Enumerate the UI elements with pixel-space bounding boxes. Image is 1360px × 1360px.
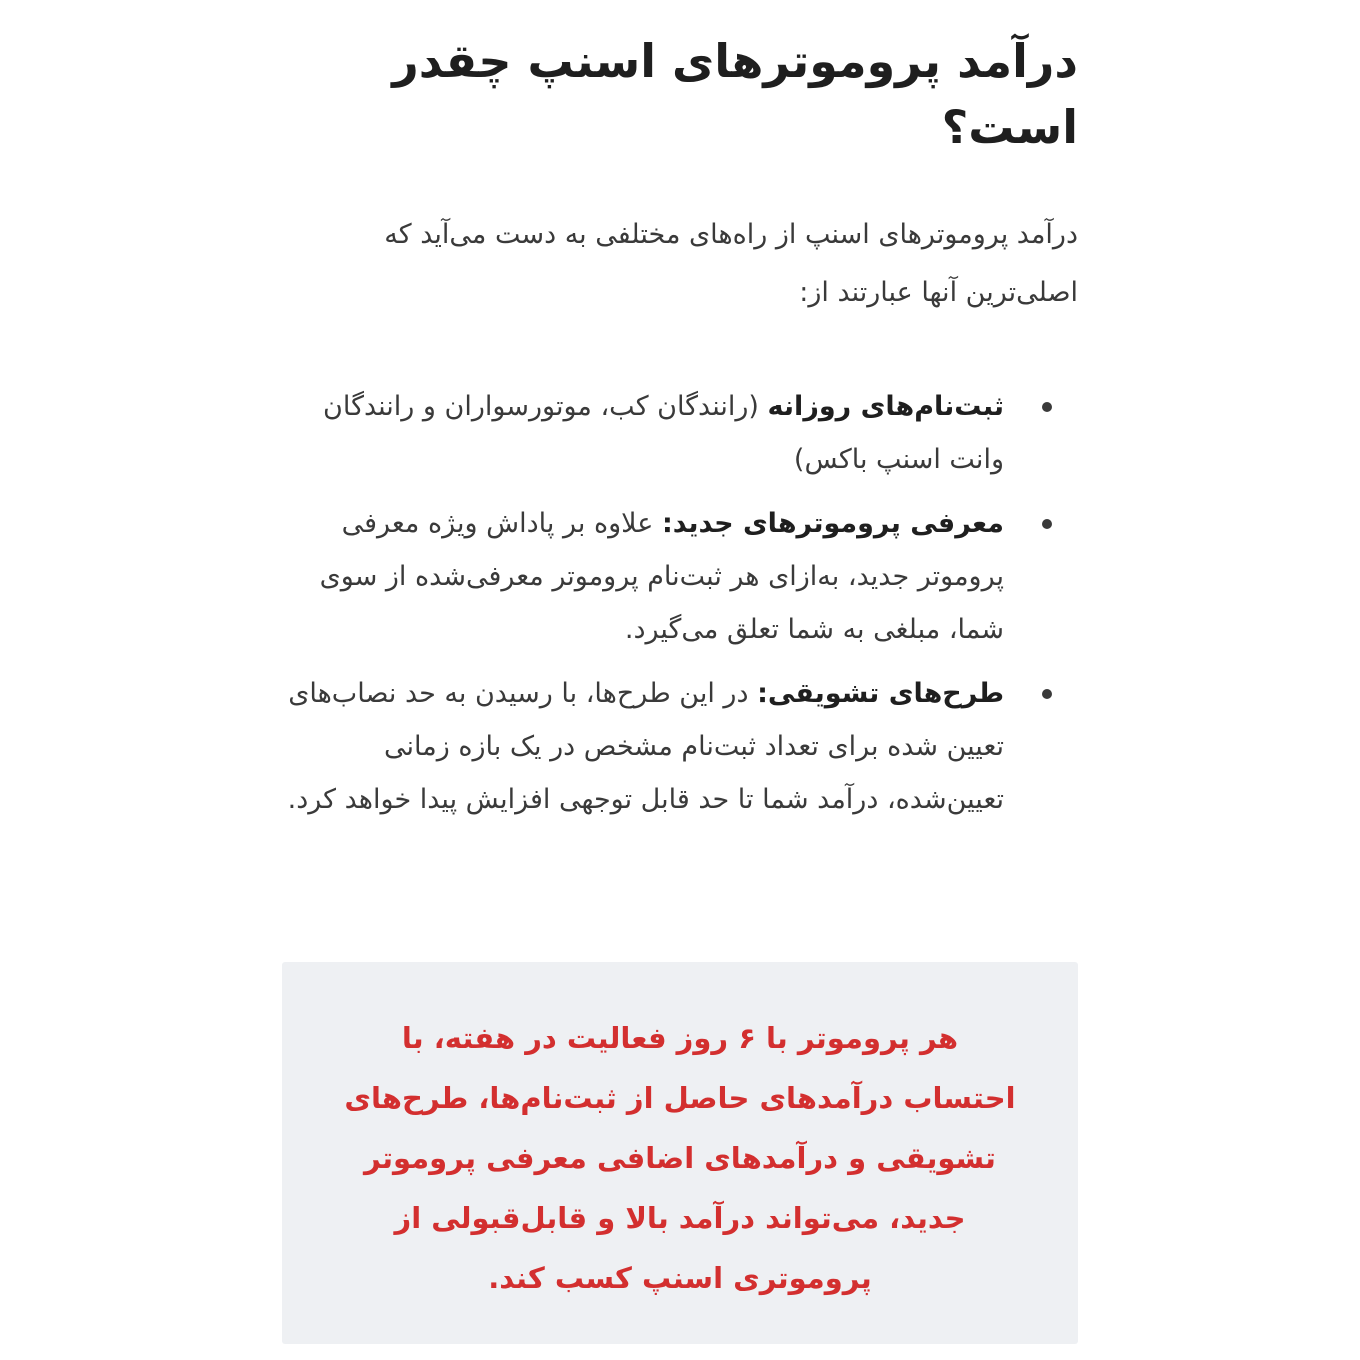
callout-text: هر پروموتر با ۶ روز فعالیت در هفته، با احتساب درآمدهای حاصل از ثبت‌نام‌ها، طرح‌های تشویقی و درآمدهای اضافی معرفی پروموتر جدید، می‌تواند درآمد بالا و قابل‌قبولی از پروموتری اسنپ کسب کند. — [344, 1021, 1016, 1295]
list-item — [282, 380, 1004, 486]
highlight-callout-box — [282, 962, 1078, 1344]
intro-paragraph: درآمد پروموترهای اسنپ از راه‌های مختلفی به دست می‌آید که اصلی‌ترین آنها عبارتند از: — [384, 219, 1078, 308]
bullet-icon — [1042, 402, 1052, 412]
page-title: درآمد پروموترهای اسنپ چقدر است؟ — [392, 34, 1078, 154]
article — [282, 0, 1078, 837]
list-item-text: در این طرح‌ها، با رسیدن به حد نصاب‌های تعیین شده برای تعداد ثبت‌نام مشخص در یک بازه زمانی تعیین‌شده، درآمد شما تا حد قابل توجهی افزایش پیدا خواهد کرد. — [287, 678, 1004, 815]
list-item-heading: معرفی پروموترهای جدید: — [661, 508, 1004, 539]
bullet-icon — [1042, 519, 1052, 529]
bullet-icon — [1042, 689, 1052, 699]
list-item — [282, 667, 1004, 826]
list-item-text: علاوه بر پاداش ویژه معرفی پروموتر جدید، به‌ازای هر ثبت‌نام پروموتر معرفی‌شده از سوی شما، مبلغی به شما تعلق می‌گیرد. — [319, 508, 1004, 645]
list-item-heading: ثبت‌نام‌های روزانه — [767, 391, 1004, 422]
list-item-heading: طرح‌های تشویقی: — [757, 678, 1004, 709]
income-sources-list — [282, 380, 1078, 826]
list-item — [282, 497, 1004, 656]
list-item-text: (رانندگان کب، موتورسواران و رانندگان وانت اسنپ باکس) — [323, 391, 1004, 475]
